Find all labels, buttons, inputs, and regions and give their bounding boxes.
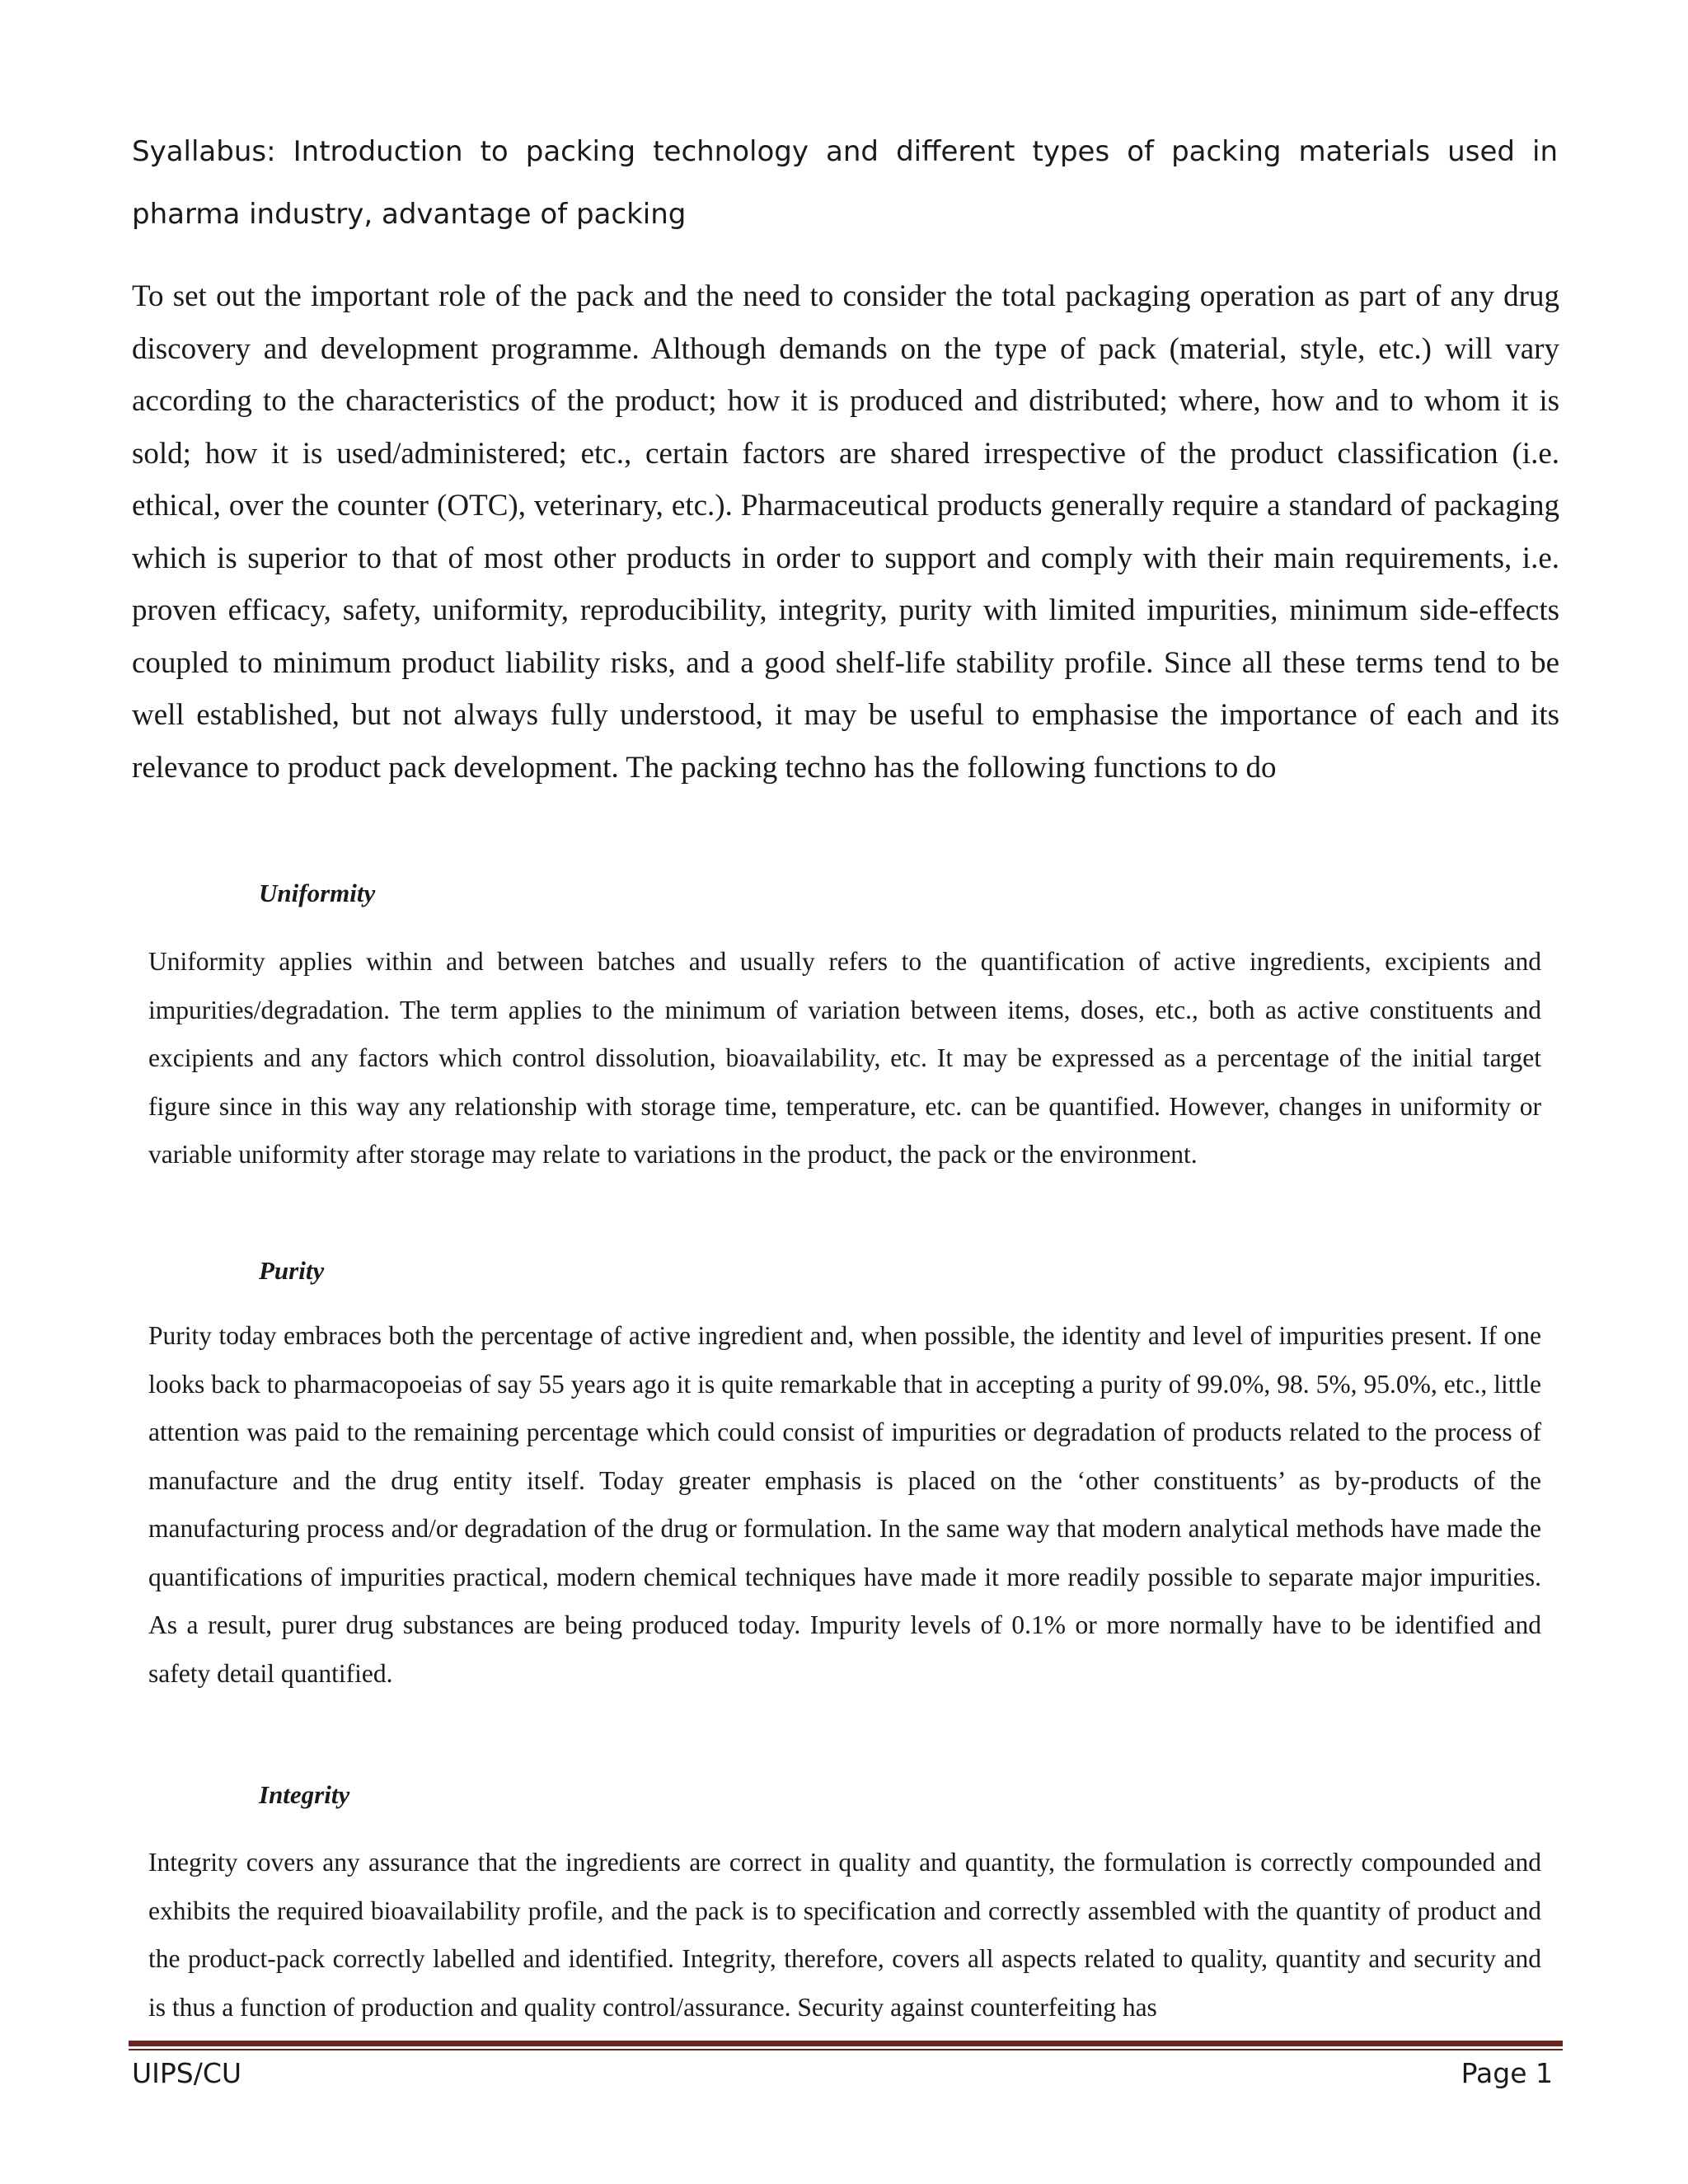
uniformity-paragraph: Uniformity applies within and between batches and usually refers to the quantification of active ingredients, excipients and impurities/degradation. The term applies to the minimum of variation between items, doses, etc., both as active constituents and excipients and any factors which control dissolution, bioavailability, etc. It may be expressed as a percentage of the initial target figure since in this way any relationship with storage time, temperature, etc. can be quantified. However, changes in uniformity or variable uniformity after storage may relate to variations in the product, the pack or the environment. — [148, 947, 1541, 1169]
intro-paragraph: To set out the important role of the pack and the need to consider the total packaging operation as part of any drug discovery and development programme. Although demands on the type of pack (material, style, etc.) will vary according to the characteristics of the product; how it is produced and distributed; where, how and to whom it is sold; how it is used/administered; etc., certain factors are shared irrespective of the product classification (i.e. ethical, over the counter (OTC), veterinary, etc.). Pharmaceutical products generally require a standard of packaging which is superior to that of most other products in order to support and comply with their main requirements, i.e. proven efficacy, safety, uniformity, reproducibility, integrity, purity with limited impurities, minimum side-effects coupled to minimum product liability risks, and a good shelf-life stability profile. Since all these terms tend to be well established, but not always fully understood, it may be useful to emphasise the importance of each and its relevance to product pack development. The packing techno has the following functions to do — [132, 279, 1559, 785]
footer-institution: UIPS/CU — [132, 2057, 242, 2089]
footer-divider-thick — [129, 2041, 1563, 2046]
integrity-heading: Integrity — [259, 1780, 350, 1809]
footer-page-number: Page 1 — [1461, 2057, 1553, 2089]
purity-paragraph: Purity today embraces both the percentage of active ingredient and, when possible, the identity and level of impurities present. If one looks back to pharmacopoeias of say 55 years ago it is quite remarkable that in accepting a purity of 99.0%, 98. 5%, 95.0%, etc., little attention was paid to the remaining percentage which could consist of impurities or degradation of products related to the process of manufacture and the drug entity itself. Today greater emphasis is placed on the ‘other constituents’ as by-products of the manufacturing process and/or degradation of the drug or formulation. In the same way that modern analytical methods have made the quantifications of impurities practical, modern chemical techniques have made it more readily possible to separate major impurities. As a result, purer drug substances are being produced today. Impurity levels of 0.1% or more normally have to be identified and safety detail quantified. — [148, 1321, 1541, 1688]
integrity-paragraph: Integrity covers any assurance that the ingredients are correct in quality and quantity, the formulation is correctly compounded and exhibits the required bioavailability profile, and the pack is to specification and correctly assembled with the quantity of product and the product-pack correctly labelled and identified. Integrity, therefore, covers all aspects related to quality, quantity and security and is thus a function of production and quality control/assurance. Security against counterfeiting has — [148, 1848, 1541, 2022]
footer-divider-thin — [129, 2049, 1563, 2050]
uniformity-heading: Uniformity — [259, 879, 376, 907]
purity-heading: Purity — [259, 1256, 325, 1285]
syllabus-title: Syallabus: Introduction to packing technology and different types of packing materials used in pharma industry, advantage of packing — [132, 135, 1558, 231]
